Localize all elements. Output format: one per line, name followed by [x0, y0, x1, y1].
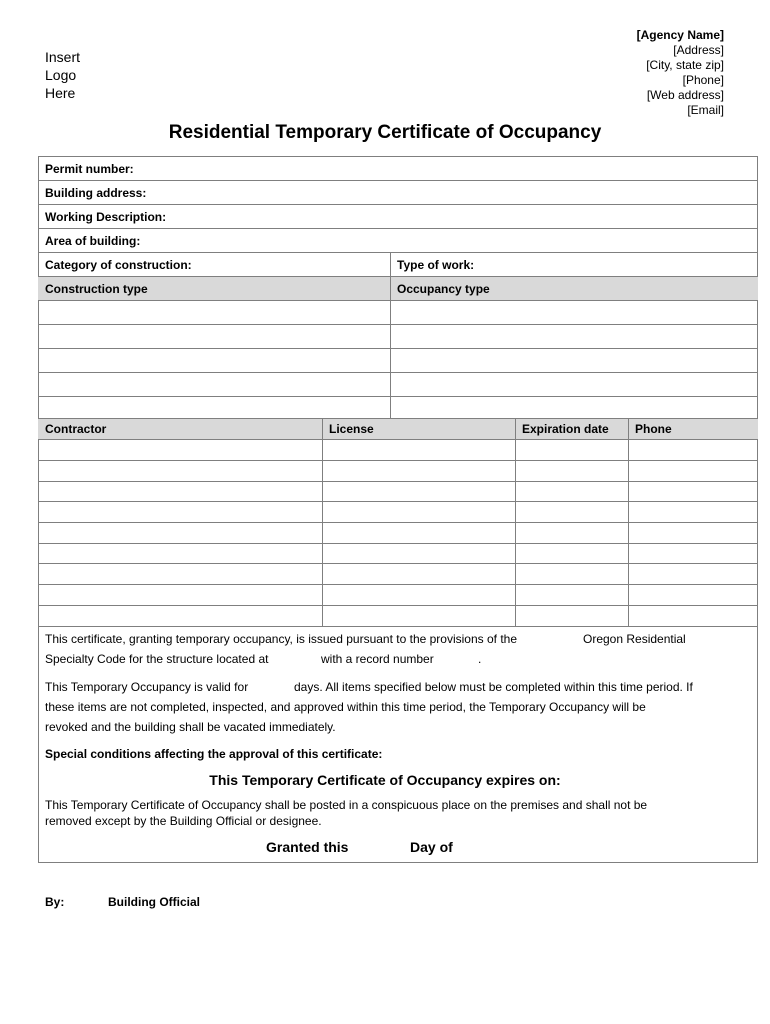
- validity-line-3: revoked and the building shall be vacated immediately.: [45, 720, 336, 734]
- agency-address: [Address]: [673, 43, 724, 57]
- contractor-divider-1: [322, 419, 323, 627]
- type-of-work-label: Type of work:: [397, 258, 475, 272]
- construction-divider: [390, 253, 391, 419]
- logo-line-1: Insert: [45, 49, 81, 65]
- construction-type-header: Construction type: [45, 282, 148, 296]
- construction-row[interactable]: [38, 373, 758, 397]
- license-header: License: [329, 422, 374, 436]
- contractor-header: Contractor: [45, 422, 107, 436]
- logo-placeholder: [45, 48, 80, 102]
- logo-line-3: Here: [45, 85, 76, 101]
- area-row[interactable]: [38, 229, 758, 253]
- logo-line-2: Logo: [45, 67, 77, 83]
- contractor-header-row: [38, 419, 758, 440]
- issuance-code-name: Oregon Residential: [583, 632, 686, 646]
- special-conditions-label: Special conditions affecting the approval of this certificate:: [45, 747, 383, 761]
- agency-city: [City, state zip]: [646, 58, 724, 72]
- agency-web: [Web address]: [646, 88, 724, 102]
- contractor-row[interactable]: [38, 544, 758, 564]
- working-row[interactable]: [38, 205, 758, 229]
- construction-row[interactable]: [38, 397, 758, 419]
- address-label: Building address:: [45, 186, 147, 200]
- phone-header: Phone: [635, 422, 672, 436]
- issuance-line-1: [45, 629, 517, 649]
- contractor-row[interactable]: [38, 482, 758, 502]
- construction-row[interactable]: [38, 325, 758, 349]
- issuance-text-a: This certificate, granting temporary occupancy, is issued pursuant to the provisions of the: [45, 632, 518, 646]
- contractor-row[interactable]: [38, 585, 758, 606]
- granted-label: Granted this: [266, 839, 349, 855]
- agency-phone: [Phone]: [682, 73, 724, 87]
- contractor-row[interactable]: [38, 523, 758, 544]
- posting-line-2: removed except by the Building Official or designee.: [45, 814, 322, 828]
- contractor-row[interactable]: [38, 606, 758, 627]
- agency-name: [Agency Name]: [636, 28, 724, 42]
- agency-email: [Email]: [687, 103, 724, 117]
- contractor-row[interactable]: [38, 564, 758, 585]
- occupancy-type-header: Occupancy type: [397, 282, 490, 296]
- issuance-line-2: Specialty Code for the structure located at: [45, 652, 269, 666]
- posting-line-1: This Temporary Certificate of Occupancy shall be posted in a conspicuous place on the premises and shall not be: [45, 798, 648, 812]
- expiration-date-header: Expiration date: [522, 422, 609, 436]
- working-description-label: Working Description:: [45, 210, 167, 224]
- area-label: Area of building:: [45, 234, 141, 248]
- address-row[interactable]: [38, 181, 758, 205]
- contractor-row[interactable]: [38, 440, 758, 461]
- construction-row[interactable]: [38, 301, 758, 325]
- permit-label: Permit number:: [45, 162, 134, 176]
- issuance-record-label: with a record number: [321, 652, 434, 666]
- construction-header-row: [38, 277, 758, 301]
- contractor-divider-3: [628, 419, 629, 627]
- issuance-period: .: [478, 652, 482, 666]
- contractor-divider-2: [515, 419, 516, 627]
- category-label: Category of construction:: [45, 258, 192, 272]
- contractor-row[interactable]: [38, 502, 758, 523]
- document-title: Residential Temporary Certificate of Occupancy: [168, 122, 602, 143]
- day-of-label: Day of: [410, 839, 453, 855]
- validity-line-1a: This Temporary Occupancy is valid for: [45, 680, 249, 694]
- permit-row[interactable]: [38, 157, 758, 181]
- by-label: By:: [45, 895, 65, 909]
- validity-line-2: these items are not completed, inspected, and approved within this time period, the Temporary Occupancy will be: [45, 700, 646, 714]
- construction-row[interactable]: [38, 349, 758, 373]
- expires-heading: This Temporary Certificate of Occupancy expires on:: [209, 772, 561, 788]
- contractor-row[interactable]: [38, 461, 758, 482]
- category-row[interactable]: [38, 253, 758, 277]
- validity-line-1b: days. All items specified below must be completed within this time period. If: [294, 680, 693, 694]
- agency-block: [637, 28, 724, 118]
- building-official-label: Building Official: [108, 895, 200, 909]
